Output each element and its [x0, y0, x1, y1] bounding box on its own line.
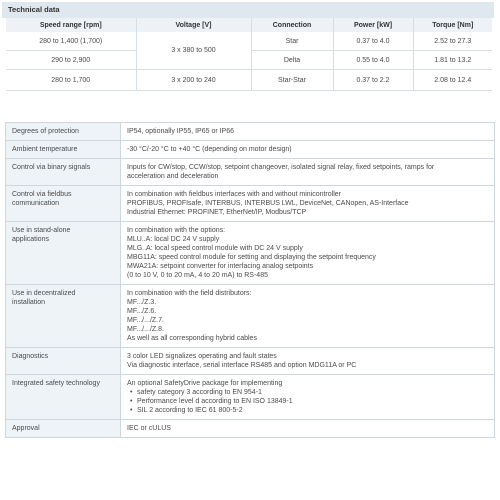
- property-label: [6, 123, 121, 141]
- column-header-torque: Torque [Nm]: [413, 18, 492, 32]
- cell-torque: 2.52 to 27.3: [413, 32, 492, 51]
- property-value: [121, 420, 495, 438]
- property-label-line: Use in stand-alone: [12, 227, 71, 234]
- property-label-line: communication: [12, 200, 60, 207]
- cell-voltage: 3 x 200 to 240: [136, 70, 251, 91]
- property-label: [6, 285, 121, 348]
- property-row: [6, 123, 495, 141]
- property-label-line: Approval: [12, 425, 40, 432]
- property-value-line: MLG..A: local speed control module with DC 24 V supply: [127, 245, 303, 252]
- property-label-line: Degrees of protection: [12, 128, 79, 135]
- property-label-line: Integrated safety technology: [12, 380, 100, 387]
- property-row: [6, 159, 495, 186]
- property-value-line: MF.../Z.3.: [127, 299, 157, 306]
- property-row: [6, 186, 495, 222]
- properties-table: [5, 122, 495, 438]
- cell-speed: 280 to 1,700: [6, 70, 136, 91]
- column-header-voltage: Voltage [V]: [136, 18, 251, 32]
- property-value-line: 3 color LED signalizes operating and fault states: [127, 353, 277, 360]
- property-value-line: Inputs for CW/stop, CCW/stop, setpoint changeover, isolated signal relay, fixed setpoints, ramps for: [127, 164, 435, 171]
- cell-connection: Delta: [251, 51, 333, 70]
- property-label: [6, 375, 121, 420]
- property-label: [6, 186, 121, 222]
- cell-voltage: 3 x 380 to 500: [136, 32, 251, 70]
- bullet-item: • Performance level d according to EN ISO 13849-1: [127, 397, 488, 406]
- property-value-line: In combination with the options:: [127, 227, 226, 234]
- column-header-speed: Speed range [rpm]: [6, 18, 136, 32]
- property-value-line: Via diagnostic interface, serial interface RS485 and option MDG11A or PC: [127, 362, 357, 369]
- property-row: [6, 141, 495, 159]
- property-label: [6, 141, 121, 159]
- property-value-line: Industrial Ethernet: PROFINET, EtherNet/IP, Modbus/TCP: [127, 209, 307, 216]
- property-value-line: acceleration and deceleration: [127, 173, 219, 180]
- property-value-line: MBG11A: speed control module for setting and displaying the setpoint frequency: [127, 254, 376, 261]
- property-value: [121, 222, 495, 285]
- cell-power: 0.37 to 4.0: [333, 32, 413, 51]
- property-value-line: IP54, optionally IP55, IP65 or IP66: [127, 128, 235, 135]
- property-value-line: MF.../Z.6.: [127, 308, 157, 315]
- table-row: [6, 32, 492, 51]
- property-row: [6, 348, 495, 375]
- property-value-line: As well as all corresponding hybrid cables: [127, 335, 257, 342]
- property-label: [6, 222, 121, 285]
- property-value-line: PROFIBUS, PROFIsafe, INTERBUS, INTERBUS LWL, DeviceNet, CANopen, AS-Interface: [127, 200, 409, 207]
- property-value: [121, 159, 495, 186]
- property-label-line: Use in decentralized: [12, 290, 76, 297]
- property-value-line: MWA21A: setpoint converter for interfacing analog setpoints: [127, 263, 314, 270]
- table-row: [6, 70, 492, 91]
- property-value-line: -30 °C/-20 °C to +40 °C (depending on motor design): [127, 146, 292, 153]
- property-label: [6, 348, 121, 375]
- property-label: [6, 159, 121, 186]
- property-value: [121, 375, 495, 420]
- column-header-power: Power [kW]: [333, 18, 413, 32]
- property-value: [121, 141, 495, 159]
- property-value: [121, 348, 495, 375]
- cell-torque: 1.81 to 13.2: [413, 51, 492, 70]
- bullet-list: [127, 388, 488, 415]
- cell-connection: Star: [251, 32, 333, 51]
- property-row: [6, 285, 495, 348]
- property-value-line: In combination with fieldbus interfaces with and without minicontroller: [127, 191, 341, 198]
- bullet-item: • safety category 3 according to EN 954-1: [127, 388, 488, 397]
- cell-connection: Star-Star: [251, 70, 333, 91]
- property-value-line: MLU..A: local DC 24 V supply: [127, 236, 220, 243]
- property-label-line: Control via fieldbus: [12, 191, 72, 198]
- property-value-line: (0 to 10 V, 0 to 20 mA, 4 to 20 mA) to RS-485: [127, 272, 268, 279]
- cell-torque: 2.08 to 12.4: [413, 70, 492, 91]
- bullet-item: • SIL 2 according to IEC 61 800-5-2: [127, 406, 488, 415]
- cell-power: 0.37 to 2.2: [333, 70, 413, 91]
- property-label-line: installation: [12, 299, 46, 306]
- property-value-line: An optional SafetyDrive package for implementing: [127, 380, 283, 387]
- property-row: [6, 375, 495, 420]
- property-row: [6, 222, 495, 285]
- cell-power: 0.55 to 4.0: [333, 51, 413, 70]
- cell-speed: 280 to 1,400 (1,700): [6, 32, 136, 51]
- technical-data-table: [6, 18, 492, 91]
- property-value: [121, 123, 495, 141]
- property-label-line: applications: [12, 236, 49, 243]
- technical-data-title: Technical data: [2, 2, 494, 18]
- property-label-line: Control via binary signals: [12, 164, 91, 171]
- property-label-line: Ambient temperature: [12, 146, 78, 153]
- cell-speed: 290 to 2,900: [6, 51, 136, 70]
- property-value-line: MF.../.../Z.8.: [127, 326, 164, 333]
- property-value: [121, 285, 495, 348]
- technical-data-header-row: [6, 18, 492, 32]
- column-header-connection: Connection: [251, 18, 333, 32]
- property-label: [6, 420, 121, 438]
- property-value-line: IEC or cULUS: [127, 425, 171, 432]
- property-value-line: MF.../.../Z.7.: [127, 317, 164, 324]
- property-value-line: In combination with the field distributors:: [127, 290, 252, 297]
- property-value: [121, 186, 495, 222]
- property-label-line: Diagnostics: [12, 353, 49, 360]
- property-row: [6, 420, 495, 438]
